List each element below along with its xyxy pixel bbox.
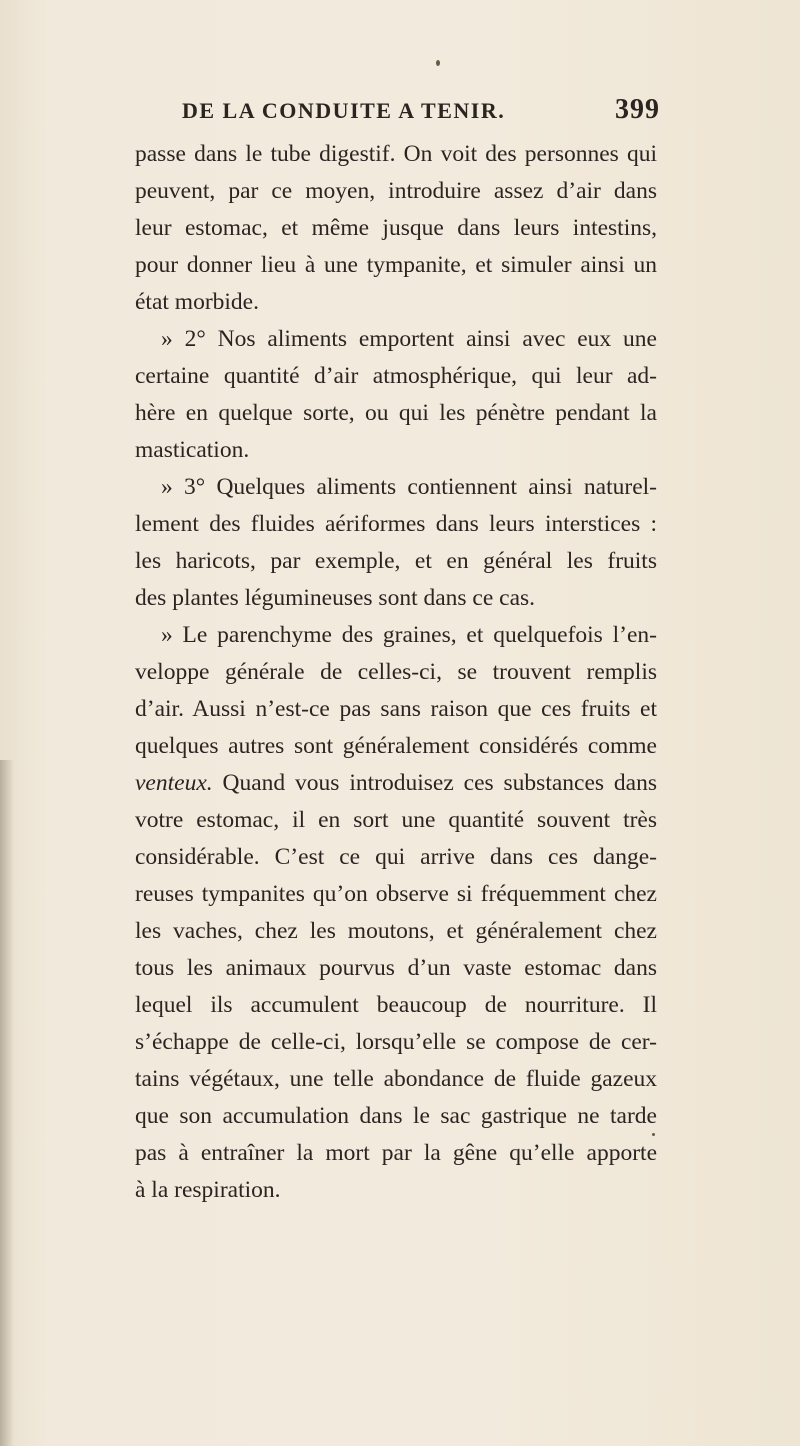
- text-line: lequel ils accumulent beaucoup de nourriture. Il: [135, 992, 657, 1018]
- text-line: leur estomac, et même jusque dans leurs intestins,: [135, 215, 657, 241]
- text-line: tains végétaux, une telle abondance de fluide gazeux: [135, 1066, 657, 1092]
- text-line: les vaches, chez les moutons, et généralement chez: [135, 918, 657, 944]
- text-line: des plantes légumineuses sont dans ce cas.: [135, 585, 536, 611]
- text-line: considérable. C’est ce qui arrive dans ces dange-: [135, 844, 657, 870]
- text-line: votre estomac, il en sort une quantité souvent très: [135, 807, 657, 833]
- ink-speck: [436, 60, 440, 66]
- text-line: reuses tympanites qu’on observe si fréquemment chez: [135, 881, 657, 907]
- text-line: tous les animaux pourvus d’un vaste estomac dans: [135, 955, 657, 981]
- text-line: » Le parenchyme des graines, et quelquefois l’en-: [161, 622, 657, 648]
- text-line: certaine quantité d’air atmosphérique, qui leur ad-: [135, 363, 657, 389]
- text-line: s’échappe de celle-ci, lorsqu’elle se compose de cer-: [135, 1029, 657, 1055]
- text-line: à la respiration.: [135, 1177, 281, 1203]
- text-line: lement des fluides aériformes dans leurs interstices :: [135, 511, 657, 537]
- text-line: quelques autres sont généralement considérés comme: [135, 733, 657, 759]
- page-header: [182, 96, 660, 126]
- text-line: hère en quelque sorte, ou qui les pénètre pendant la: [135, 400, 657, 426]
- page-gutter-shadow: [0, 760, 14, 1446]
- text-line: veloppe générale de celles-ci, se trouvent remplis: [135, 659, 657, 685]
- italic-word: venteux.: [135, 770, 213, 796]
- text-line: d’air. Aussi n’est-ce pas sans raison que ces fruits et: [135, 696, 657, 722]
- text-line: peuvent, par ce moyen, introduire assez d’air dans: [135, 178, 657, 204]
- body-text: [135, 136, 657, 1209]
- text-line: état morbide.: [135, 289, 259, 315]
- running-head: DE LA CONDUITE A TENIR.: [182, 98, 506, 123]
- text-line: » 3° Quelques aliments contiennent ainsi naturel-: [161, 474, 657, 500]
- page-number: 399: [615, 94, 660, 125]
- text-line: pour donner lieu à une tympanite, et simuler ainsi un: [135, 252, 657, 278]
- text-line: que son accumulation dans le sac gastrique ne tarde: [135, 1103, 657, 1129]
- text-line: passe dans le tube digestif. On voit des personnes qui: [135, 141, 657, 167]
- text-line: mastication.: [135, 437, 250, 463]
- text-line: les haricots, par exemple, et en général les fruits: [135, 548, 657, 574]
- text-line: pas à entraîner la mort par la gêne qu’elle apporte: [135, 1140, 657, 1166]
- text-line: » 2° Nos aliments emportent ainsi avec eux une: [161, 326, 657, 352]
- text-line: venteux. Quand vous introduisez ces substances dans: [135, 770, 657, 796]
